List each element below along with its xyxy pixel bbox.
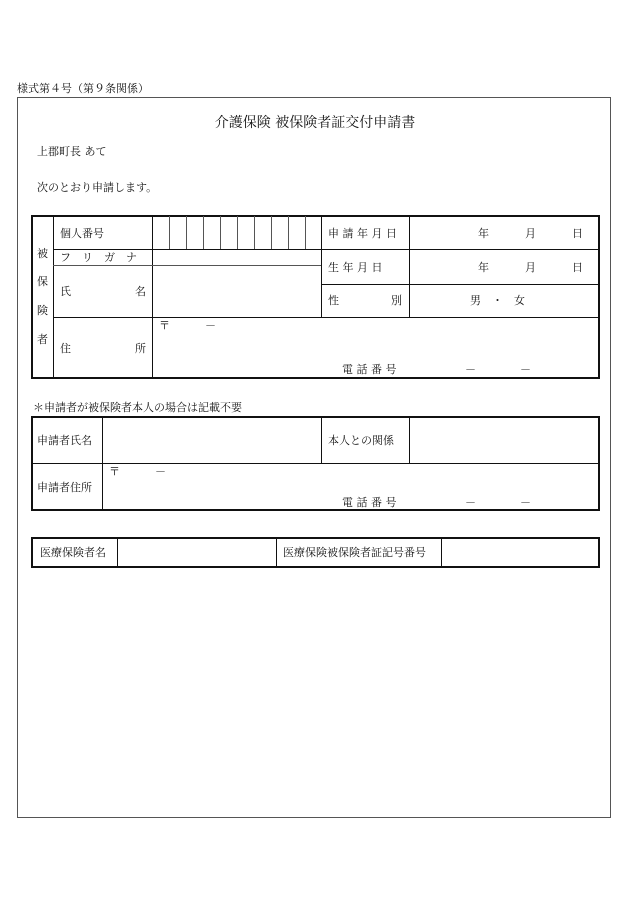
gender-label-2: 別 (391, 294, 402, 307)
address-label-1: 住 (60, 342, 71, 355)
applicant-address-field[interactable] (103, 464, 599, 494)
application-month: 月 (525, 227, 536, 240)
addressee: 上郡町長 あて (37, 145, 107, 158)
gender-label-1: 性 (328, 294, 339, 307)
furigana-label: フ リ ガ ナ (60, 251, 137, 264)
applicant-address-label: 申請者住所 (37, 481, 92, 494)
applicant-name-label: 申請者氏名 (37, 434, 92, 447)
side-label-char: 被 (37, 247, 48, 260)
application-year: 年 (478, 227, 489, 240)
form-number: 様式第４号（第９条関係） (17, 82, 149, 95)
insurer-name-field[interactable] (118, 539, 276, 567)
side-label-char: 保 (37, 275, 48, 288)
address-label-2: 所 (135, 342, 146, 355)
relation-label: 本人との関係 (328, 434, 394, 447)
row-divider (53, 249, 599, 250)
name-label-2: 名 (135, 285, 146, 298)
row-divider (321, 284, 599, 285)
birth-day: 日 (572, 261, 583, 274)
applicant-postal-dash: － (155, 465, 166, 478)
birth-month: 月 (525, 261, 536, 274)
applicant-name-field[interactable] (103, 418, 321, 463)
card-number-field[interactable] (442, 539, 599, 567)
address-field[interactable] (153, 318, 599, 360)
phone-label: 電 話 番 号 (342, 363, 397, 376)
name-field[interactable] (153, 266, 321, 317)
applicant-phone-field[interactable]: － － (465, 496, 531, 509)
insurance-divider (276, 538, 277, 567)
application-date-label: 申 請 年 月 日 (328, 227, 397, 240)
side-label-char: 者 (37, 333, 48, 346)
relation-field[interactable] (410, 418, 599, 463)
personal-number-field[interactable] (153, 217, 321, 249)
card-number-label: 医療保険被保険者証記号番号 (283, 546, 426, 559)
intro-text: 次のとおり申請します。 (37, 181, 158, 194)
gender-options[interactable]: 男 ・ 女 (470, 294, 525, 307)
side-label-char: 険 (37, 304, 48, 317)
birth-date-label: 生 年 月 日 (328, 261, 383, 274)
furigana-field[interactable] (153, 250, 321, 265)
phone-field[interactable]: － － (465, 363, 531, 376)
insurer-name-label: 医療保険者名 (40, 546, 106, 559)
postal-mark: 〒 (159, 319, 170, 332)
insured-middle-divider (321, 216, 322, 317)
form-title: 介護保険 被保険者証交付申請書 (214, 115, 416, 131)
applicant-note: ＊申請者が被保険者本人の場合は記載不要 (33, 401, 242, 414)
postal-dash: － (205, 319, 216, 332)
insured-side-divider (53, 216, 54, 378)
applicant-phone-label: 電 話 番 号 (342, 496, 397, 509)
application-day: 日 (572, 227, 583, 240)
applicant-postal-mark: 〒 (109, 465, 120, 478)
personal-number-label: 個人番号 (60, 227, 104, 240)
birth-year: 年 (478, 261, 489, 274)
name-label-1: 氏 (60, 285, 71, 298)
applicant-middle-divider (321, 417, 322, 463)
insured-right-divider (409, 216, 410, 317)
